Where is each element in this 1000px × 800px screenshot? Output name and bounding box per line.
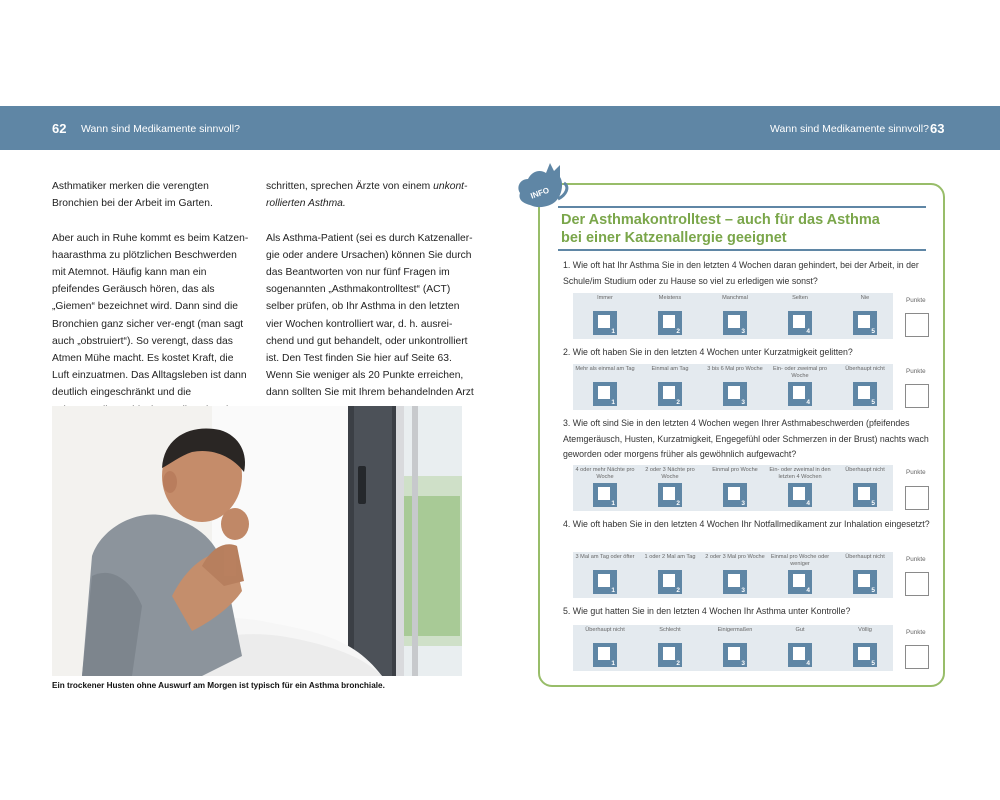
answer-row-4 [573, 552, 893, 598]
paragraph: Als Asthma-Patient (sei es durch Katzenaller-gie oder andere Ursachen) können Sie durch das Beantworten von nur fünf Fragen im sogenannten „Asthmakontrolltest“ (ACT) selber prüfen, ob Ihr Asthma in den letzten vier Wochen kontrolliert war, d. h. ausrei-chend und gut behandelt, oder unkontrolliert ist. Den Test finden Sie hier auf Seite 63. Wenn Sie weniger als 20 Punkte erreichen, dann sollten Sie mit Ihrem behandelnden Arzt [266, 232, 474, 399]
checkbox-number: 5 [871, 500, 875, 507]
checkbox-square [663, 574, 675, 587]
paragraph: Aber auch in Ruhe kommt es beim Katzen-haarasthma zu plötzlichen Beschwerden mit Atemnot. Häufig kann man ein pfeifendes Geräusch hören, das als „Giemen“ bezeichnet wird. Dann sind die Bronchien ganz sicher ver-engt (man sagt auch „obstruiert“). So verengt, dass das Atmen Mühe macht. Es kostet Kraft, die Luft einzuatmen. Das Alltagsleben ist dann deutlich eingeschränkt und die [52, 232, 249, 399]
info-title [561, 211, 880, 247]
answer-option-label: Nie [860, 295, 870, 301]
answer-row-1 [573, 293, 893, 339]
answer-checkbox[interactable] [853, 643, 877, 667]
answer-checkbox[interactable] [658, 643, 682, 667]
points-label: Punkte [906, 629, 926, 636]
checkbox-square [858, 386, 870, 399]
checkbox-square [598, 647, 610, 660]
checkbox-number: 4 [806, 500, 810, 507]
paragraph-text: schritten, sprechen Ärzte von einem [266, 181, 434, 192]
answer-checkbox[interactable] [593, 311, 617, 335]
answer-option-label: Ein- oder zweimal pro Woche [772, 366, 828, 379]
question-3-text: 3. Wie oft sind Sie in den letzten 4 Wochen wegen Ihrer Asthmabeschwerden (pfeifendes Atemgeräusch, Husten, Kurzatmigkeit, Engegefühl oder Schmerzen in der Brust) nachts wach geworden oder morgens früher als gewöhnlich aufgewacht? [563, 418, 929, 460]
points-input-box[interactable] [905, 645, 929, 669]
photo-illustration [52, 406, 462, 676]
checkbox-square [858, 487, 870, 500]
answer-row-2 [573, 364, 893, 410]
page-header [0, 106, 1000, 150]
checkbox-square [663, 386, 675, 399]
answer-option-label: Überhaupt nicht [845, 366, 885, 372]
left-page-number: 62 [52, 121, 67, 136]
question-4-text: 4. Wie oft haben Sie in den letzten 4 Wochen Ihr Notfallmedikament zur Inhalation eingesetzt? [563, 519, 930, 529]
answer-checkbox[interactable] [723, 570, 747, 594]
title-rule-bottom [558, 249, 926, 251]
answer-option-label: Ein- oder zweimal in den letzten 4 Wochen [769, 467, 831, 480]
text-column-1 [52, 178, 252, 436]
checkbox-number: 4 [806, 587, 810, 594]
answer-option-label: Überhaupt nicht [845, 554, 885, 560]
checkbox-square [793, 386, 805, 399]
answer-checkbox[interactable] [658, 382, 682, 406]
checkbox-square [858, 574, 870, 587]
checkbox-number: 2 [676, 328, 680, 335]
answer-option-label: 3 bis 6 Mal pro Woche [707, 366, 763, 372]
checkbox-square [598, 487, 610, 500]
answer-checkbox[interactable] [593, 570, 617, 594]
answer-checkbox[interactable] [788, 382, 812, 406]
cat-info-icon [512, 155, 572, 213]
checkbox-number: 1 [611, 328, 615, 335]
checkbox-number: 1 [611, 500, 615, 507]
checkbox-number: 3 [741, 660, 745, 667]
checkbox-square [663, 487, 675, 500]
checkbox-number: 3 [741, 587, 745, 594]
checkbox-number: 3 [741, 328, 745, 335]
answer-checkbox[interactable] [658, 483, 682, 507]
checkbox-square [728, 315, 740, 328]
checkbox-square [858, 315, 870, 328]
checkbox-number: 5 [871, 660, 875, 667]
checkbox-number: 4 [806, 660, 810, 667]
question-1-text: 1. Wie oft hat Ihr Asthma Sie in den letzten 4 Wochen daran gehindert, bei der Arbeit, in der Schule/im Studium oder zu Hause so viel zu erledigen wie sonst? [563, 260, 919, 286]
right-page-number: 63 [930, 121, 945, 136]
answer-checkbox[interactable] [658, 570, 682, 594]
answer-option-label: Manchmal [722, 295, 748, 301]
points-input-box[interactable] [905, 486, 929, 510]
coughing-man-photo [52, 406, 462, 676]
answer-option-label: Selten [792, 295, 808, 301]
checkbox-number: 1 [611, 399, 615, 406]
answer-checkbox[interactable] [788, 483, 812, 507]
checkbox-square [728, 386, 740, 399]
info-title-line-2: bei einer Katzenallergie geeignet [561, 230, 787, 246]
photo-caption: Ein trockener Husten ohne Auswurf am Morgen ist typisch für ein Asthma bronchiale. [52, 681, 385, 690]
answer-option-label: Schlecht [659, 627, 681, 633]
answer-option-label: Einmal am Tag [651, 366, 689, 372]
points-input-box[interactable] [905, 572, 929, 596]
answer-checkbox[interactable] [788, 643, 812, 667]
title-rule-top [558, 206, 926, 208]
right-running-title: Wann sind Medikamente sinnvoll? [770, 123, 929, 135]
answer-checkbox[interactable] [593, 483, 617, 507]
left-running-title: Wann sind Medikamente sinnvoll? [81, 123, 240, 135]
checkbox-number: 2 [676, 500, 680, 507]
checkbox-square [728, 647, 740, 660]
answer-option-label: 2 oder 3 Mal pro Woche [705, 554, 765, 560]
answer-option-label: Überhaupt nicht [585, 627, 625, 633]
answer-checkbox[interactable] [658, 311, 682, 335]
answer-checkbox[interactable] [723, 382, 747, 406]
answer-checkbox[interactable] [593, 643, 617, 667]
paragraph [266, 178, 476, 212]
checkbox-number: 2 [676, 587, 680, 594]
answer-option-label: Überhaupt nicht [845, 467, 885, 473]
checkbox-square [793, 315, 805, 328]
info-badge-text: INFO [529, 185, 551, 201]
checkbox-number: 1 [611, 587, 615, 594]
answer-option-label: Einmal pro Woche [712, 467, 758, 473]
answer-checkbox[interactable] [853, 311, 877, 335]
answer-option-label: Immer [597, 295, 613, 301]
emphasis-text: unkont-rollierten Asthma. [266, 181, 468, 210]
answer-option-label: Völlig [858, 627, 872, 633]
answer-option-label: Mehr als einmal am Tag [575, 366, 635, 372]
points-input-box[interactable] [905, 313, 929, 337]
checkbox-square [598, 315, 610, 328]
answer-row-5 [573, 625, 893, 671]
checkbox-number: 4 [806, 399, 810, 406]
checkbox-number: 2 [676, 399, 680, 406]
checkbox-number: 4 [806, 328, 810, 335]
points-label: Punkte [906, 297, 926, 304]
answer-checkbox[interactable] [723, 311, 747, 335]
answer-option-label: 3 Mal am Tag oder öfter [575, 554, 635, 560]
checkbox-square [858, 647, 870, 660]
checkbox-number: 5 [871, 328, 875, 335]
checkbox-square [793, 574, 805, 587]
points-input-box[interactable] [905, 384, 929, 408]
checkbox-square [728, 574, 740, 587]
checkbox-square [598, 574, 610, 587]
checkbox-number: 1 [611, 660, 615, 667]
answer-option-label: 4 oder mehr Nächte pro Woche [575, 467, 635, 480]
paragraph: Asthmatiker merken die verengten Bronchien bei der Arbeit im Garten. [52, 181, 213, 210]
checkbox-number: 5 [871, 587, 875, 594]
checkbox-square [793, 647, 805, 660]
points-label: Punkte [906, 469, 926, 476]
answer-checkbox[interactable] [853, 570, 877, 594]
answer-checkbox[interactable] [853, 382, 877, 406]
question-2-text: 2. Wie oft haben Sie in den letzten 4 Wochen unter Kurzatmigkeit gelitten? [563, 347, 853, 357]
checkbox-square [598, 386, 610, 399]
checkbox-square [663, 647, 675, 660]
question-5-text: 5. Wie gut hatten Sie in den letzten 4 Wochen Ihr Asthma unter Kontrolle? [563, 606, 851, 616]
answer-option-label: Einmal pro Woche oder weniger [770, 554, 830, 567]
answer-checkbox[interactable] [788, 570, 812, 594]
checkbox-number: 5 [871, 399, 875, 406]
answer-checkbox[interactable] [853, 483, 877, 507]
checkbox-number: 2 [676, 660, 680, 667]
answer-row-3 [573, 465, 893, 511]
points-label: Punkte [906, 368, 926, 375]
answer-checkbox[interactable] [593, 382, 617, 406]
answer-option-label: Gut [795, 627, 805, 633]
points-label: Punkte [906, 556, 926, 563]
answer-checkbox[interactable] [788, 311, 812, 335]
answer-option-label: 1 oder 2 Mal am Tag [644, 554, 696, 560]
answer-checkbox[interactable] [723, 643, 747, 667]
text-column-2 [266, 178, 476, 402]
checkbox-square [728, 487, 740, 500]
checkbox-number: 3 [741, 399, 745, 406]
answer-option-label: Einigermaßen [717, 627, 753, 633]
answer-option-label: Meistens [658, 295, 682, 301]
checkbox-square [793, 487, 805, 500]
checkbox-square [663, 315, 675, 328]
answer-option-label: 2 oder 3 Nächte pro Woche [645, 467, 695, 480]
info-title-line-1: Der Asthmakontrolltest – auch für das Asthma [561, 212, 880, 228]
checkbox-number: 3 [741, 500, 745, 507]
answer-checkbox[interactable] [723, 483, 747, 507]
